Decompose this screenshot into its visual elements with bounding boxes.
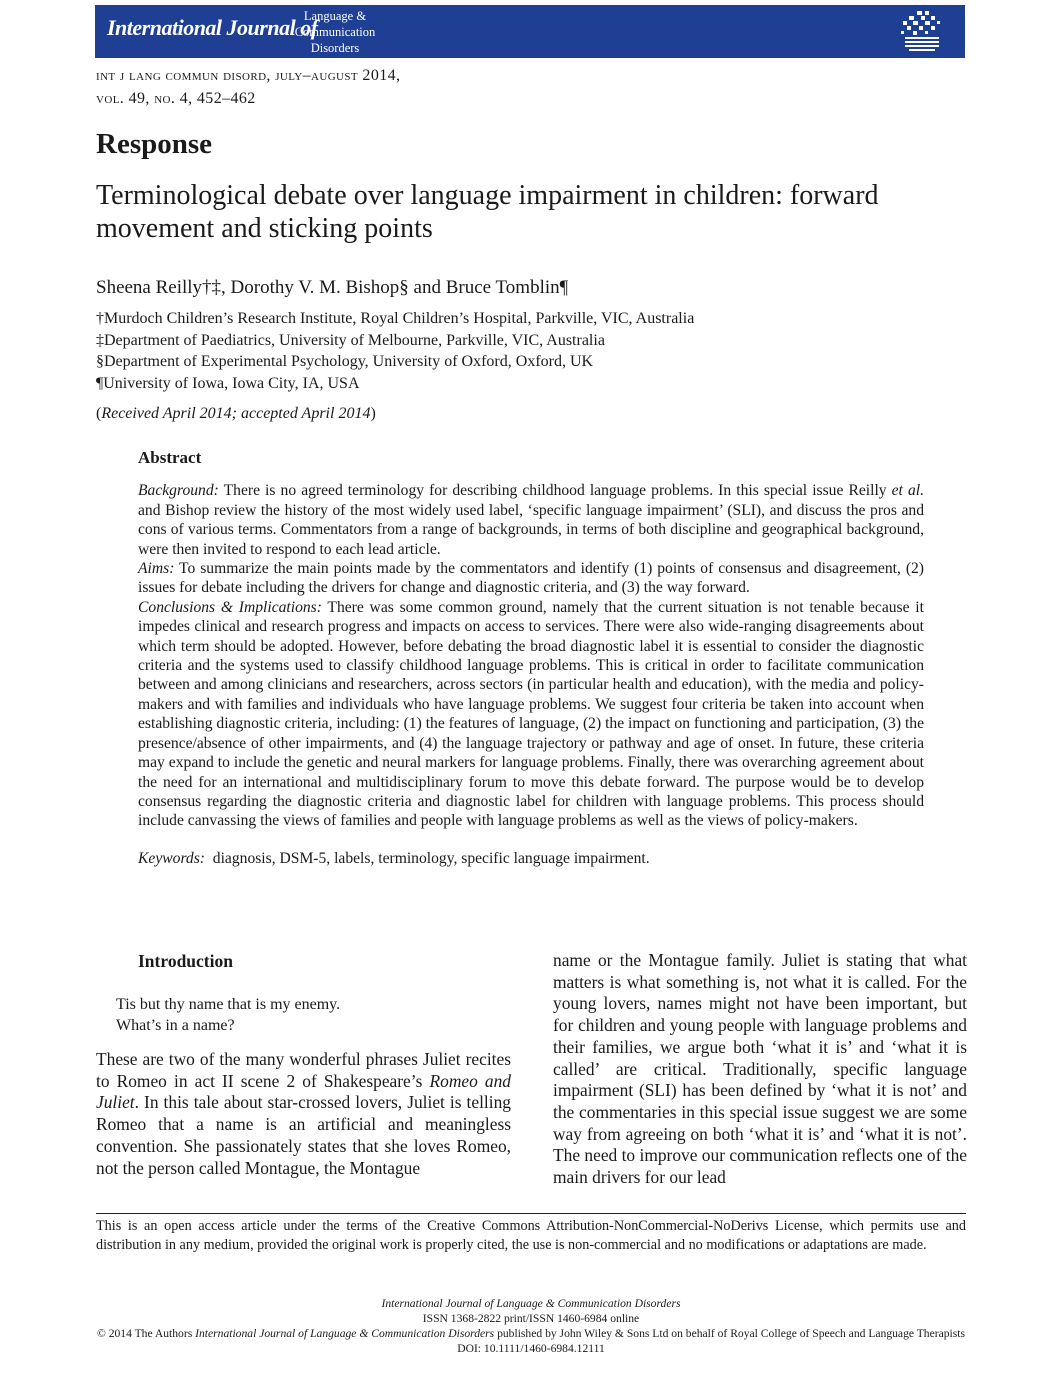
- abstract-conclusions: Conclusions & Implications: There was some common ground, namely that the current situation is not tenable because it impedes clinical and research progress and impacts on access to services. There were also wide-ranging disagreements about which term should be adopted. However, before debating the broad diagnostic label it is essential to consider the diagnostic criteria and the systems used to classify childhood language problems. This is critical in order to facilitate communication between and among clinicians and researchers, across sectors (in particular health and education), with the media and policy-makers and with families and individuals who have language problems. We suggest four criteria be taken into account when establishing diagnostic criteria, including: (1) the features of language, (2) the impact on functioning and participation, (3) the presence/absence of other impairments, and (4) the language trajectory or pathway and age of onset. In future, these criteria may expand to include the genetic and neural markers for language problems. Finally, there was overarching agreement about the need for an international and multidisciplinary forum to move this debate forward. The purpose would be to develop consensus regarding the diagnostic criteria and diagnostic label for children with language problems. This process should include canvassing the views of families and people with language problems as well as the views of policy-makers.: [138, 598, 924, 830]
- abstract-heading: Abstract: [138, 448, 202, 467]
- publisher-logo-icon: [895, 9, 949, 55]
- body-paragraph: These are two of the many wonderful phrases Juliet recites to Romeo in act II scene 2 of Shakespeare’s Romeo and Juliet. In this tale about star-crossed lovers, Juliet is telling Romeo that a name is an artificial and meaningless convention. She passionately states that she loves Romeo, not the person called Montague, the Montague: [96, 1049, 511, 1178]
- affiliation: †Murdoch Children’s Research Institute, Royal Children’s Hospital, Parkville, VIC, Australia: [96, 310, 695, 327]
- affiliation: §Department of Experimental Psychology, University of Oxford, Oxford, UK: [96, 353, 594, 370]
- article-type: Response: [96, 128, 213, 160]
- abstract-background: Background: There is no agreed terminology for describing childhood language problems. In this special issue Reilly et al. and Bishop review the history of the most widely used label, ‘specific language impairment’ (SLI), and discuss the pros and cons of various terms. Commentators from a range of backgrounds, in terms of both discipline and geographical background, were then invited to respond to each lead article.: [138, 482, 924, 558]
- received-dates: (Received April 2014; accepted April 2014): [96, 405, 376, 422]
- license-note: This is an open access article under the terms of the Creative Commons Attribution-NonCommercial-NoDerivs License, which permits use and distribution in any medium, provided the original work is properly cited, the use is non-commercial and no modifications or adaptations are made.: [96, 1218, 966, 1253]
- journal-banner: [95, 5, 965, 58]
- article-title: Terminological debate over language impairment in children: forward movement and sticking points: [96, 180, 879, 244]
- page-footer: [96, 1296, 966, 1356]
- epigraph: Tis but thy name that is my enemy. What’s in a name?: [116, 996, 341, 1034]
- footer-copyright: © 2014 The Authors International Journal of Language & Communication Disorders published by John Wiley & Sons Ltd on behalf of Royal College of Speech and Language Therapists: [96, 1327, 966, 1340]
- citation: int j lang commun disord, july–august 2014, vol. 49, no. 4, 452–462: [96, 67, 401, 107]
- body-paragraph: name or the Montague family. Juliet is stating that what matters is what something is, not what it is called. For the young lovers, names might not have been important, but for children and young people with language problems and their families, we argue both ‘what it is’ and ‘what it is called’ are critical. Traditionally, specific language impairment (SLI) has been defined by ‘what it is not’ and the commentaries in this special issue suggest we are some way from agreeing on both ‘what it is’ and ‘what it is not’. The need to improve our communication reflects one of the main drivers for our lead: [553, 950, 967, 1188]
- footer-doi: DOI: 10.1111/1460-6984.12111: [457, 1342, 605, 1355]
- authors: Sheena Reilly†‡, Dorothy V. M. Bishop§ and Bruce Tomblin¶: [96, 277, 569, 298]
- section-heading-introduction: Introduction: [138, 951, 233, 971]
- body-column-right: [553, 950, 967, 1189]
- journal-name: International Journal of: [107, 15, 318, 40]
- footer-issn: ISSN 1368-2822 print/ISSN 1460-6984 online: [422, 1312, 640, 1325]
- affiliations: [96, 308, 694, 394]
- footnote-divider: [96, 1213, 966, 1214]
- abstract-aims: Aims: To summarize the main points made by the commentators and identify (1) points of consensus and disagreement, (2) issues for debate including the drivers for change and diagnostic criteria, and (3) the way forward.: [138, 560, 924, 597]
- journal-subtitle: Language & Communication Disorders: [294, 9, 376, 55]
- affiliation: ¶University of Iowa, Iowa City, IA, USA: [96, 374, 360, 392]
- affiliation: ‡Department of Paediatrics, University of Melbourne, Parkville, VIC, Australia: [96, 331, 605, 349]
- abstract: [138, 448, 924, 868]
- footer-journal: International Journal of Language & Communication Disorders: [381, 1297, 681, 1310]
- keywords: Keywords: diagnosis, DSM-5, labels, terminology, specific language impairment.: [138, 849, 650, 867]
- body-column-left: [96, 950, 511, 1179]
